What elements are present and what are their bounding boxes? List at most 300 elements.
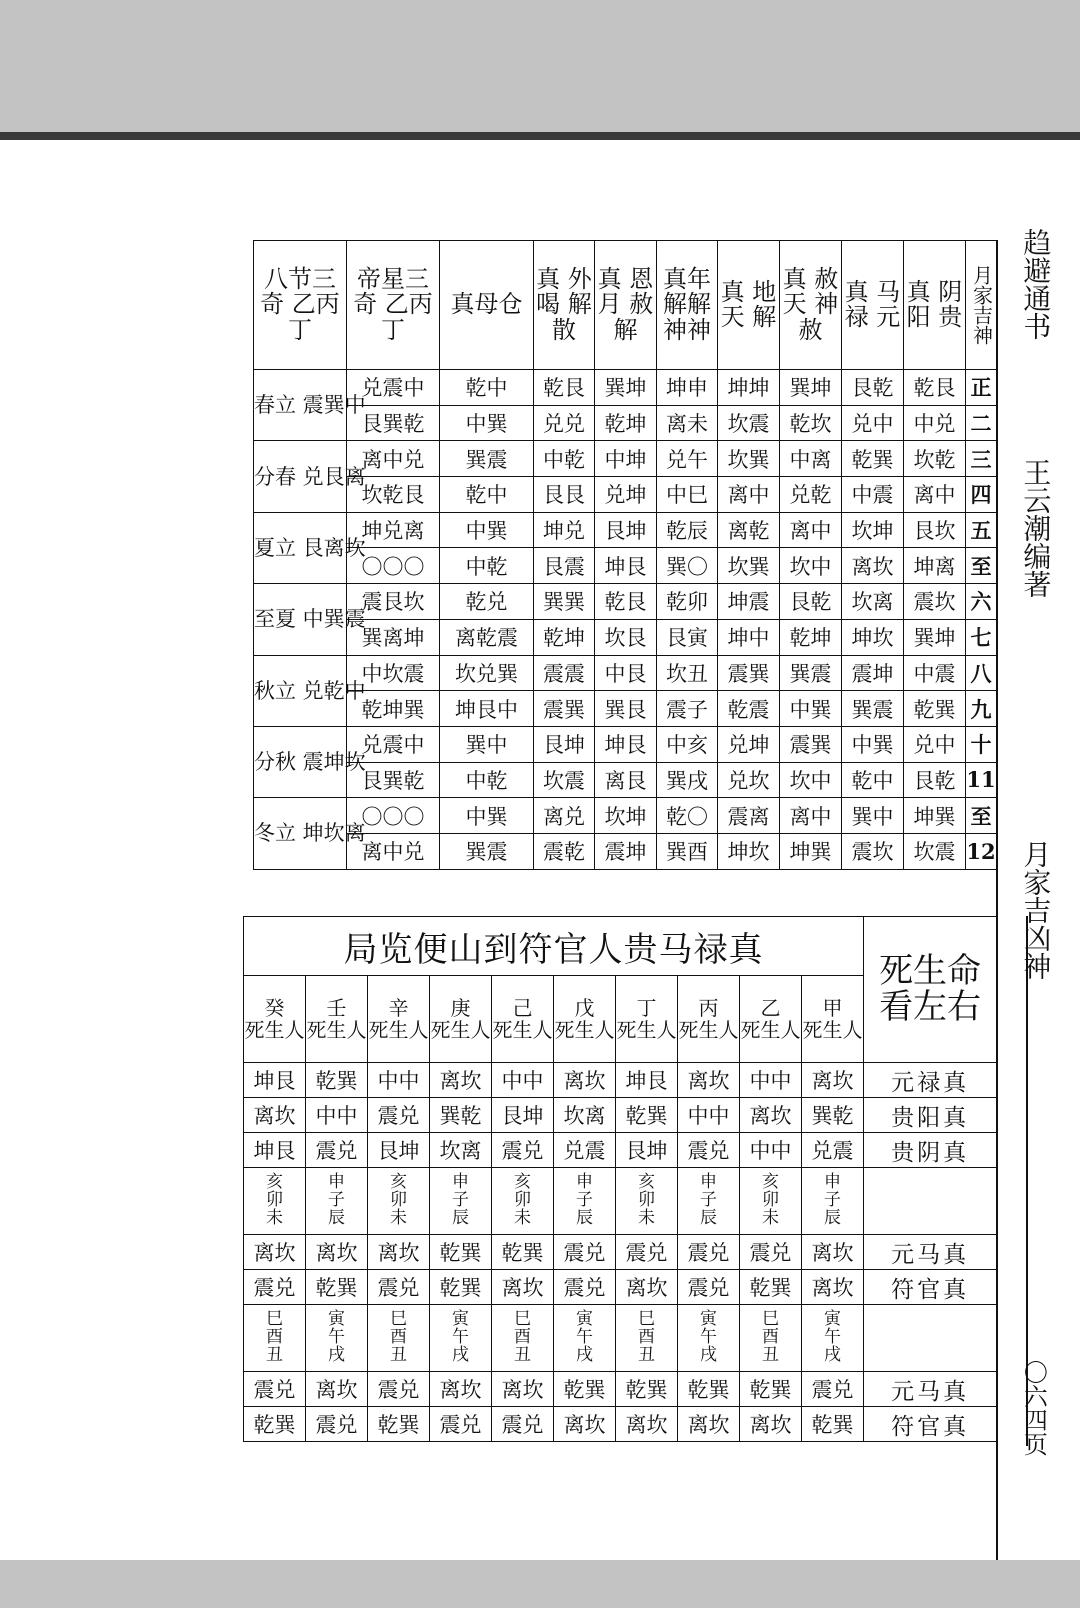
table-cell: 巽震 (780, 655, 842, 691)
table-cell: 震兑 (616, 1235, 678, 1270)
table-cell: 离坎 (554, 1063, 616, 1098)
table-cell: 震兑 (306, 1407, 368, 1442)
table-cell: 乾中 (440, 370, 534, 406)
branch-cell: 亥卯未 (740, 1168, 802, 1235)
table-cell: 乾巽 (554, 1372, 616, 1407)
table-cell: 震兑 (306, 1133, 368, 1168)
table-cell: 震坤 (595, 833, 657, 869)
table-cell: 坤艮 (244, 1063, 306, 1098)
month-cell: 四 (966, 477, 997, 513)
table-cell: 兑坤 (718, 726, 780, 762)
stem-header (740, 976, 802, 1063)
column-header: 真 外喝 解散 (534, 241, 595, 370)
table-cell: 震兑 (368, 1372, 430, 1407)
month-cell: 八 (966, 655, 997, 691)
table-cell: 中艮 (595, 655, 657, 691)
table-row (254, 370, 997, 406)
table-cell: 震兑 (492, 1407, 554, 1442)
table-row (254, 405, 997, 441)
table-cell: 兑震中 (347, 726, 440, 762)
book-title: 趋避通书 (1019, 228, 1053, 340)
stem-header (244, 976, 306, 1063)
table-cell: 巽坤 (904, 619, 966, 655)
table-cell: 震兑 (554, 1270, 616, 1305)
stem-header (306, 976, 368, 1063)
table-cell: 中震 (842, 477, 904, 513)
table-row (244, 1168, 1027, 1235)
month-cell: 二 (966, 405, 997, 441)
branch-cell: 申子辰 (554, 1168, 616, 1235)
stem-char: 丙 (698, 995, 719, 1020)
table-cell: 中坤 (595, 441, 657, 477)
row-label: 元马真 (864, 1372, 997, 1407)
season-cell: 冬立 坤坎离 (254, 798, 347, 869)
table-cell: 兑震 (802, 1133, 864, 1168)
table-cell: 巽中 (842, 798, 904, 834)
table-cell: 震兑 (368, 1098, 430, 1133)
month-cell: 三 (966, 441, 997, 477)
table-row (244, 1098, 1027, 1133)
table-cell: 坎中 (780, 548, 842, 584)
section-subtitle: 月家吉凶神 (1019, 840, 1053, 980)
table-cell: 乾巽 (678, 1372, 740, 1407)
table-cell: 艮巽乾 (347, 762, 440, 798)
row-label: 贵阳真 (864, 1098, 997, 1133)
branch-cell: 寅午戌 (678, 1305, 740, 1372)
table-cell: 坎乾 (904, 441, 966, 477)
table-row (254, 833, 997, 869)
table-cell: 巽乾 (430, 1098, 492, 1133)
stem-header (678, 976, 740, 1063)
table-cell: 巽戌 (657, 762, 718, 798)
monthly-auspicious-table (253, 240, 997, 870)
branch-cell: 巳酉丑 (368, 1305, 430, 1372)
stem-header (492, 976, 554, 1063)
table-cell: 中乾 (440, 548, 534, 584)
title-row (244, 917, 1027, 976)
table-cell: 坎中 (780, 762, 842, 798)
table-cell: 乾艮 (595, 584, 657, 620)
table-cell: 乾巽 (842, 441, 904, 477)
table-cell: 坎艮 (595, 619, 657, 655)
branch-cell: 申子辰 (306, 1168, 368, 1235)
stem-suffix: 死生人 (492, 1018, 553, 1042)
table-cell: 离坎 (740, 1407, 802, 1442)
table-cell: 坤兑离 (347, 512, 440, 548)
month-cell: 至 (966, 548, 997, 584)
branch-cell: 申子辰 (430, 1168, 492, 1235)
table-cell: 中中 (678, 1098, 740, 1133)
table-cell: 离坎 (678, 1407, 740, 1442)
column-header: 真 恩月 赦解 (595, 241, 657, 370)
table-cell: 乾坤 (534, 619, 595, 655)
table-cell: 乾辰 (657, 512, 718, 548)
table-cell: 艮寅 (657, 619, 718, 655)
table-cell: 乾巽 (430, 1270, 492, 1305)
table-cell: 乾中 (842, 762, 904, 798)
table-cell: 坎震 (904, 833, 966, 869)
table-cell: 离中 (780, 512, 842, 548)
page-number: 〇六四页 (1019, 1360, 1048, 1456)
branch-cell: 亥卯未 (616, 1168, 678, 1235)
table-cell: 坤坤 (718, 370, 780, 406)
season-cell: 春立 震巽中 (254, 370, 347, 441)
table-cell: 离未 (657, 405, 718, 441)
table-cell: 离兑 (534, 798, 595, 834)
table-cell: 震乾 (534, 833, 595, 869)
table-cell: 乾巽 (306, 1270, 368, 1305)
stem-suffix: 死生人 (554, 1018, 615, 1042)
table-cell: 中巽 (440, 512, 534, 548)
table-cell: 中中 (492, 1063, 554, 1098)
table-cell: 中中 (306, 1098, 368, 1133)
table-row (254, 762, 997, 798)
column-header: 真母仓 (440, 241, 534, 370)
season-cell: 分秋 震坤坎 (254, 726, 347, 797)
table-cell: 乾巽 (802, 1407, 864, 1442)
stem-suffix: 死生人 (678, 1018, 739, 1042)
table-row (244, 1235, 1027, 1270)
table-cell: 中离 (780, 441, 842, 477)
table-cell: 离坎 (616, 1270, 678, 1305)
stem-suffix: 死生人 (244, 1018, 305, 1042)
table-cell: 艮艮 (534, 477, 595, 513)
table-cell: 震坎 (842, 833, 904, 869)
table-cell: 坎丑 (657, 655, 718, 691)
author-name: 王云潮编著 (1019, 458, 1053, 598)
stem-suffix: 死生人 (306, 1018, 367, 1042)
table-cell: 离坎 (492, 1372, 554, 1407)
table-cell: 坤坎 (718, 833, 780, 869)
branch-cell: 巳酉丑 (492, 1305, 554, 1372)
table-cell: 艮巽乾 (347, 405, 440, 441)
table-row (254, 619, 997, 655)
table-cell: 坎巽 (718, 441, 780, 477)
table-cell: 兑午 (657, 441, 718, 477)
table-cell: 震离 (718, 798, 780, 834)
table-cell: 坤巽 (780, 833, 842, 869)
table-row (244, 1407, 1027, 1442)
column-header: 真 赦天 神赦 (780, 241, 842, 370)
table-cell: 艮乾 (780, 584, 842, 620)
table-cell: 震兑 (740, 1235, 802, 1270)
table-cell: 中震 (904, 655, 966, 691)
table-cell: 中巽 (440, 405, 534, 441)
table-cell: 坎离 (554, 1098, 616, 1133)
table-cell: 离中兑 (347, 833, 440, 869)
table-cell: 兑坤 (595, 477, 657, 513)
table-cell: 巽离坤 (347, 619, 440, 655)
table-cell: 坤坎 (842, 619, 904, 655)
stem-char: 庚 (450, 995, 471, 1020)
table-cell: 离坎 (430, 1372, 492, 1407)
row-label: 元禄真 (864, 1063, 997, 1098)
table-cell: 中亥 (657, 726, 718, 762)
gap-cell (997, 917, 1027, 1442)
table-cell: 巽震 (842, 691, 904, 727)
table-cell: 〇〇〇 (347, 548, 440, 584)
column-header: 帝星三奇 乙丙丁 (347, 241, 440, 370)
table-cell: 兑乾 (780, 477, 842, 513)
table-cell: 离坎 (244, 1235, 306, 1270)
month-cell: 十 (966, 726, 997, 762)
table-cell: 坤巽 (904, 798, 966, 834)
table-cell: 乾坤巽 (347, 691, 440, 727)
stem-suffix: 死生人 (802, 1018, 863, 1042)
table-cell: 离中 (718, 477, 780, 513)
row-label: 符官真 (864, 1407, 997, 1442)
table-cell: 艮坎 (904, 512, 966, 548)
book-spine-edge (0, 132, 1080, 140)
table-cell: 乾巽 (430, 1235, 492, 1270)
table-cell: 离中 (904, 477, 966, 513)
table-cell: 离坎 (430, 1063, 492, 1098)
table-cell: 坤申 (657, 370, 718, 406)
table-cell: 离坎 (802, 1235, 864, 1270)
month-cell: 七 (966, 619, 997, 655)
table-cell: 离坎 (368, 1235, 430, 1270)
branch-cell: 亥卯未 (492, 1168, 554, 1235)
table-cell: 震兑 (368, 1270, 430, 1305)
table-cell: 乾艮 (534, 370, 595, 406)
table-cell: 中坎震 (347, 655, 440, 691)
table-cell: 坎离 (842, 584, 904, 620)
table-cell: 乾巽 (616, 1098, 678, 1133)
table-row (244, 1305, 1027, 1372)
table-cell: 离坎 (802, 1270, 864, 1305)
table-cell: 坤中 (718, 619, 780, 655)
table-row (254, 441, 997, 477)
table-cell: 坤艮 (595, 548, 657, 584)
table-cell: 乾中 (440, 477, 534, 513)
table-cell: 坎乾艮 (347, 477, 440, 513)
table-cell: 坤艮 (616, 1063, 678, 1098)
table-cell: 乾巽 (492, 1235, 554, 1270)
table-cell: 乾坤 (595, 405, 657, 441)
table-cell: 离坎 (306, 1372, 368, 1407)
stem-header (802, 976, 864, 1063)
table-cell: 离艮 (595, 762, 657, 798)
stem-header (430, 976, 492, 1063)
column-header: 真 马禄 元 (842, 241, 904, 370)
table-cell: 中中 (368, 1063, 430, 1098)
table-row (254, 726, 997, 762)
table-cell: 艮坤 (595, 512, 657, 548)
table-cell: 艮坤 (534, 726, 595, 762)
table-cell: 巽坤 (595, 370, 657, 406)
stem-char: 乙 (760, 995, 781, 1020)
table-row (254, 584, 997, 620)
row-label (864, 1305, 997, 1372)
stem-suffix: 死生人 (616, 1018, 677, 1042)
table-cell: 离坎 (802, 1063, 864, 1098)
table-cell: 坤离 (904, 548, 966, 584)
stem-char: 甲 (822, 995, 843, 1020)
table-cell: 艮坤 (368, 1133, 430, 1168)
table-cell: 震坤 (842, 655, 904, 691)
table-cell: 震兑 (678, 1235, 740, 1270)
table-row (254, 512, 997, 548)
table-cell: 巽酉 (657, 833, 718, 869)
table-cell: 乾巽 (740, 1372, 802, 1407)
table-cell: 乾巽 (740, 1270, 802, 1305)
row-label (864, 1168, 997, 1235)
branch-cell: 申子辰 (802, 1168, 864, 1235)
table-cell: 坎巽 (718, 548, 780, 584)
row-label: 贵阴真 (864, 1133, 997, 1168)
table-cell: 中巳 (657, 477, 718, 513)
stem-suffix: 死生人 (740, 1018, 801, 1042)
month-cell: 九 (966, 691, 997, 727)
table-cell: 乾巽 (368, 1407, 430, 1442)
table-cell: 坎震 (718, 405, 780, 441)
row-label: 符官真 (864, 1270, 997, 1305)
table-cell: 巽艮 (595, 691, 657, 727)
table-cell: 离坎 (842, 548, 904, 584)
table-row (254, 548, 997, 584)
table-cell: 坎坤 (595, 798, 657, 834)
table-cell: 坤艮 (595, 726, 657, 762)
table-cell: 中乾 (440, 762, 534, 798)
stem-header (554, 976, 616, 1063)
table-row (244, 1372, 1027, 1407)
stem-char: 壬 (326, 995, 347, 1020)
season-cell: 秋立 兑乾中 (254, 655, 347, 726)
stem-header (616, 976, 678, 1063)
table-cell: 兑震 (554, 1133, 616, 1168)
side-title: 死生命看左右 (864, 917, 997, 1063)
table-cell: 震兑 (244, 1372, 306, 1407)
month-cell: 六 (966, 584, 997, 620)
branch-cell: 亥卯未 (244, 1168, 306, 1235)
branch-cell: 申子辰 (678, 1168, 740, 1235)
table-cell: 震兑 (430, 1407, 492, 1442)
table-cell: 震兑 (492, 1133, 554, 1168)
table-cell: 乾巽 (616, 1372, 678, 1407)
table-row (254, 691, 997, 727)
stem-char: 辛 (388, 995, 409, 1020)
table-cell: 震坎 (904, 584, 966, 620)
table-row (254, 655, 997, 691)
row-label: 元马真 (864, 1235, 997, 1270)
column-header: 月家吉神 (966, 241, 997, 370)
table-cell: 坤艮中 (440, 691, 534, 727)
table-cell: 离坎 (492, 1270, 554, 1305)
month-cell: 五 (966, 512, 997, 548)
branch-cell: 寅午戌 (554, 1305, 616, 1372)
stem-char: 丁 (636, 995, 657, 1020)
month-cell: 11 (966, 762, 997, 798)
table-cell: 坤艮 (244, 1133, 306, 1168)
table-cell: 乾巽 (306, 1063, 368, 1098)
scanner-top-margin (0, 0, 1080, 132)
table-cell: 离坎 (678, 1063, 740, 1098)
table-cell: 震兑 (678, 1270, 740, 1305)
table-cell: 兑震中 (347, 370, 440, 406)
month-cell: 12 (966, 833, 997, 869)
table-cell: 震巽 (780, 726, 842, 762)
table-cell: 兑中 (904, 726, 966, 762)
table-cell: 离坎 (740, 1098, 802, 1133)
branch-cell: 寅午戌 (306, 1305, 368, 1372)
branch-cell: 巳酉丑 (244, 1305, 306, 1372)
table-cell: 乾巽 (904, 691, 966, 727)
table-cell: 中巽 (440, 798, 534, 834)
table-title: 局览便山到符官人贵马禄真 (244, 917, 864, 976)
table-cell: 巽〇 (657, 548, 718, 584)
month-cell: 至 (966, 798, 997, 834)
stem-char: 戊 (574, 995, 595, 1020)
table-row (244, 1270, 1027, 1305)
branch-cell: 巳酉丑 (740, 1305, 802, 1372)
column-header: 真 阴阳 贵 (904, 241, 966, 370)
table-cell: 震兑 (554, 1235, 616, 1270)
table-cell: 兑坎 (718, 762, 780, 798)
stem-char: 癸 (264, 995, 285, 1020)
table-cell: 坎震 (534, 762, 595, 798)
table-cell: 离中 (780, 798, 842, 834)
table-cell: 震子 (657, 691, 718, 727)
table-row (244, 1063, 1027, 1098)
stem-life-table (243, 916, 1027, 1442)
table-cell: 巽乾 (802, 1098, 864, 1133)
column-header: 真年 解解 神神 (657, 241, 718, 370)
table-cell: 艮乾 (842, 370, 904, 406)
table-cell: 艮坤 (616, 1133, 678, 1168)
table-row (244, 1133, 1027, 1168)
table-cell: 震兑 (244, 1270, 306, 1305)
stem-header (368, 976, 430, 1063)
table-cell: 震震 (534, 655, 595, 691)
table-cell: 离乾震 (440, 619, 534, 655)
table-cell: 中中 (740, 1133, 802, 1168)
table-cell: 乾兑 (440, 584, 534, 620)
table-cell: 艮乾 (904, 762, 966, 798)
table-row (254, 477, 997, 513)
table-cell: 兑中 (842, 405, 904, 441)
table-cell: 乾巽 (244, 1407, 306, 1442)
table-cell: 离中兑 (347, 441, 440, 477)
table-cell: 巽坤 (780, 370, 842, 406)
table-cell: 乾震 (718, 691, 780, 727)
table-cell: 离坎 (306, 1235, 368, 1270)
table-cell: 坎离 (430, 1133, 492, 1168)
table-cell: 乾〇 (657, 798, 718, 834)
table-cell: 兑兑 (534, 405, 595, 441)
table-cell: 乾坤 (780, 619, 842, 655)
branch-cell: 寅午戌 (430, 1305, 492, 1372)
table-header-row (254, 241, 997, 370)
season-cell: 分春 兑艮离 (254, 441, 347, 512)
table-cell: 巽震 (440, 833, 534, 869)
table-cell: 坎坤 (842, 512, 904, 548)
table-cell: 乾坎 (780, 405, 842, 441)
table-cell: 中巽 (780, 691, 842, 727)
table-cell: 震兑 (802, 1372, 864, 1407)
table-cell: 离坎 (244, 1098, 306, 1133)
column-header: 真 地天 解 (718, 241, 780, 370)
table-cell: 离坎 (616, 1407, 678, 1442)
table-cell: 巽巽 (534, 584, 595, 620)
stem-suffix: 死生人 (368, 1018, 429, 1042)
table-cell: 震巽 (534, 691, 595, 727)
season-cell: 夏立 艮离坎 (254, 512, 347, 583)
table-cell: 坤震 (718, 584, 780, 620)
season-cell: 至夏 中巽震 (254, 584, 347, 655)
table-cell: 中兑 (904, 405, 966, 441)
table-cell: 震巽 (718, 655, 780, 691)
table-cell: 〇〇〇 (347, 798, 440, 834)
